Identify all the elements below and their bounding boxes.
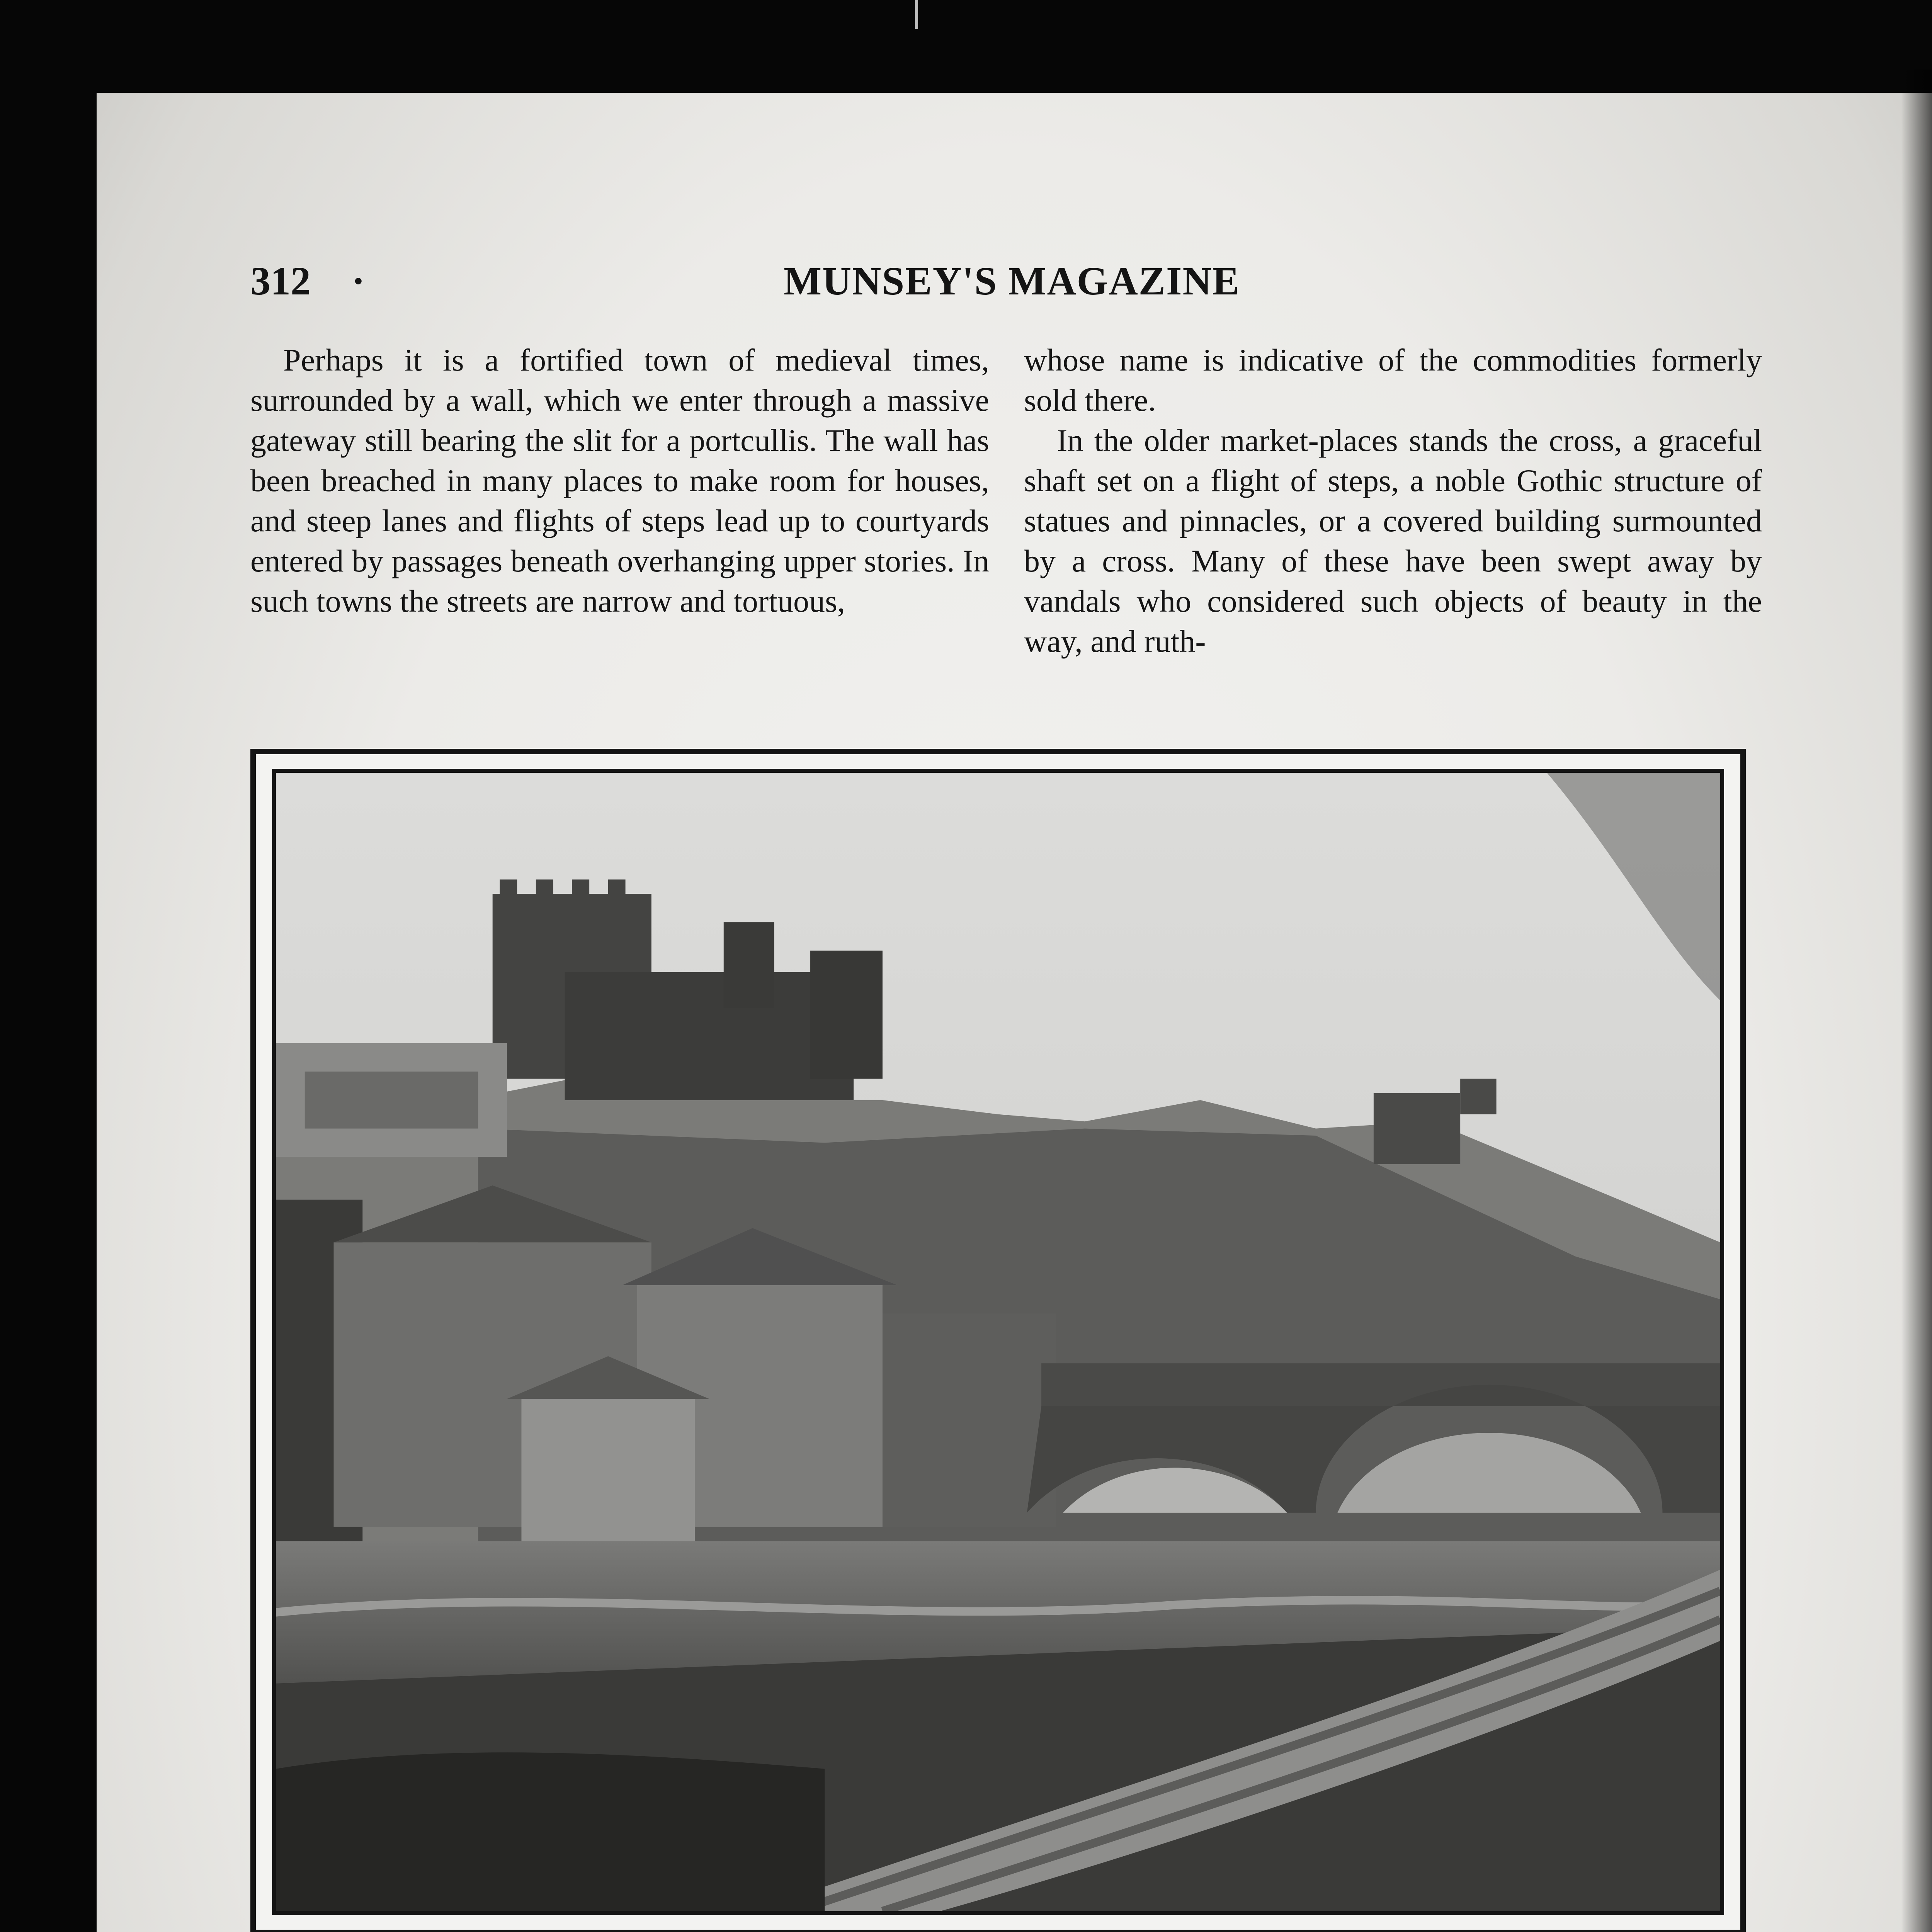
paragraph: whose name is indicative of the commodities formerly sold there. (1024, 342, 1762, 418)
page-number: 312 (250, 259, 311, 303)
paragraph: In the older market-places stands the cross, a graceful shaft set on a flight of steps, a noble Gothic structure of statues and pinnacles, or a covered building surmounted by a cross. Many of these have been swept away by vandals who considered such objects of beauty in the way, and ruth- (1024, 423, 1762, 659)
richmond-photograph (272, 769, 1724, 1915)
paragraph: Perhaps it is a fortified town of medieval times, surrounded by a wall, which we enter through a massive gateway still bearing the slit for a portcullis. The wall has been breached in many places to make room for houses, and steep lanes and flights of steps lead up to courtyards entered by passages beneath overhanging upper stories. In such towns the streets are narrow and tortuous, (250, 342, 989, 619)
photo-illustration (276, 773, 1720, 1911)
column-top-left (250, 340, 989, 621)
column-top-right (1024, 340, 1762, 662)
scan-mark (915, 0, 918, 29)
page-number-separator: · (352, 259, 365, 303)
magazine-title: MUNSEY'S MAGAZINE (784, 259, 1240, 303)
running-head (250, 258, 1240, 308)
book-gutter (1901, 70, 1932, 1932)
photo-frame (250, 749, 1746, 1932)
